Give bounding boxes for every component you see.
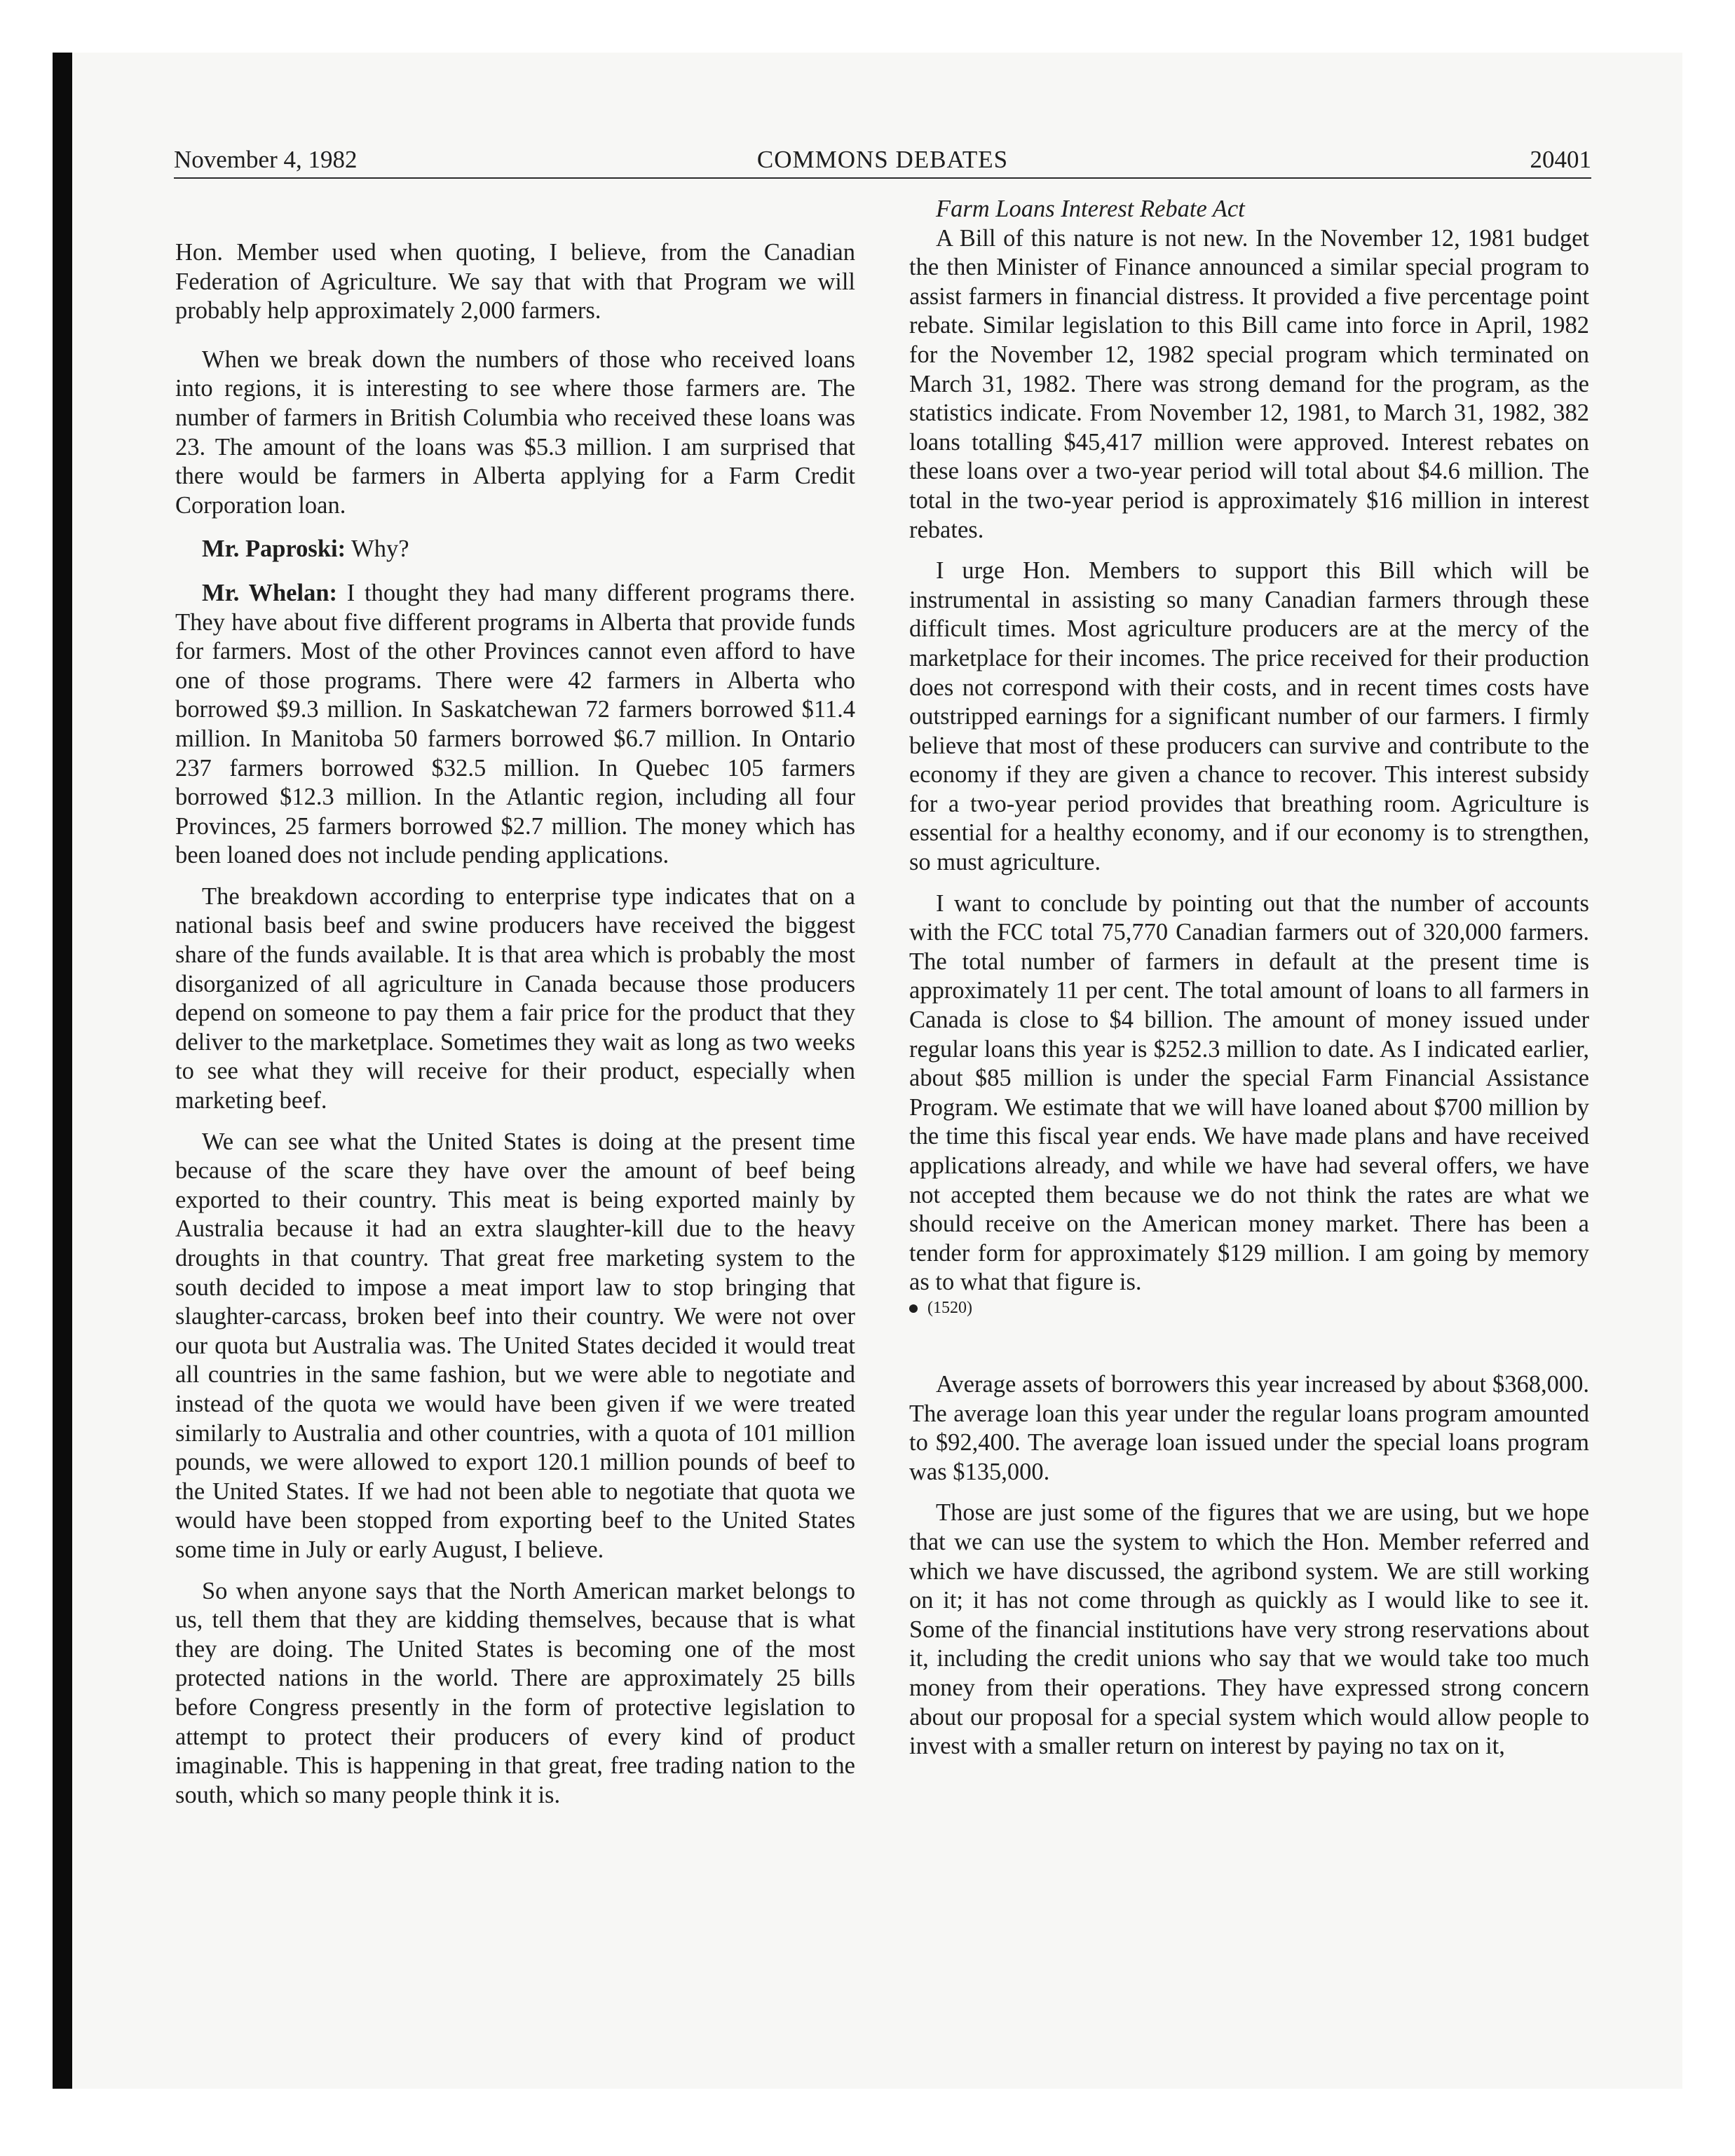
paragraph: So when anyone says that the North American market belongs to us, tell them that they are kidding themselves, because that is what they are doing. The United States is becoming one of the most protected nations in the world. There are approximately 25 bills before Congress presently in the form of protective legislation to attempt to protect their producers of every kind of product imaginable. This is happening in that great, free trading nation to the south, which so many people think it is. bbox=[175, 1577, 855, 1808]
bullet-icon bbox=[909, 1304, 918, 1313]
paragraph: I urge Hon. Members to support this Bill which will be instrumental in assisting so many Canadian farmers through these difficult times. Most agriculture producers are at the mercy of the marketplace for their incomes. The price received for their production does not correspond with their costs, and in recent times costs have outstripped earnings for a significant number of our farmers. I firmly believe that most of these producers can survive and contribute to the economy if they are given a chance to recover. This interest subsidy for a two-year period provides that breathing room. Agriculture is essential for a healthy economy, and if our economy is to strengthen, so must agriculture. bbox=[909, 557, 1589, 876]
paragraph: I want to conclude by pointing out that the number of accounts with the FCC total 75,770 Canadian farmers out of 320,000 farmers. The total number of farmers in default at the present time is approximately 11 per cent. The total amount of loans to all farmers in Canada is close to $4 billion. The amount of money issued under regular loans this year is $252.3 million to date. As I indicated earlier, about $85 million is under the special Farm Financial Assistance Program. We estimate that we will have loaned about $700 million by the time this fiscal year ends. We have made plans and have received applications already, and while we have had several offers, we have not accepted them because we do not think the rates are what we should receive on the American money market. There has been a tender form for approximately $129 million. I am going by memory as to what that figure is. bbox=[909, 889, 1589, 1296]
header-rule bbox=[174, 177, 1591, 179]
section-title: Farm Loans Interest Rebate Act bbox=[936, 196, 1245, 222]
header-page-number: 20401 bbox=[1530, 146, 1591, 173]
paragraph: A Bill of this nature is not new. In the November 12, 1981 budget the then Minister of Finance announced a similar special program to assist farmers in financial distress. It provided a five percentage point rebate. Similar legislation to this Bill came into force in April, 1982 for the November 12, 1982 special program which terminated on March 31, 1982. There was strong demand for the program, as the statistics indicate. From November 12, 1981, to March 31, 1982, 382 loans totalling $45,417 million were approved. Interest rebates on these loans over a two-year period will total about $4.6 million. The total in the two-year period is approximately $16 million in interest rebates. bbox=[909, 224, 1589, 543]
paragraph: Those are just some of the figures that we are using, but we hope that we can use the system to which the Hon. Member referred and which we have discussed, the agribond system. We are still working on it; it has not come through as quickly as I would like to see it. Some of the financial institutions have very strong reservations about it, including the credit unions who say that we would take too much money from their operations. They have expressed strong concern about our proposal for a special system which would allow people to invest with a smaller return on interest by paying no tax on it, bbox=[909, 1499, 1589, 1760]
timestamp bbox=[909, 1297, 1589, 1318]
right-column bbox=[909, 195, 1589, 1761]
speech-text: Why? bbox=[351, 535, 409, 563]
header-date: November 4, 1982 bbox=[174, 146, 358, 173]
paragraph: We can see what the United States is doing at the present time because of the scare they have over the amount of beef being exported to their country. This meat is being exported mainly by Australia because it had an extra slaughter-kill due to the heavy droughts in that country. That great free marketing system to the south decided to impose a meat import law to stop bringing that slaughter-carcass, broken beef into their country. We were not over our quota but Australia was. The United States decided it would treat all countries in the same fashion, but we were able to negotiate and instead of the quota we would have been given if we were treated similarly to Australia and other countries, with a quota of 101 million pounds, we were allowed to export 120.1 million pounds of beef to the United States. If we had not been able to negotiate that quota we would have been stopped from exporting beef to the United States some time in July or early August, I believe. bbox=[175, 1128, 855, 1563]
speech-text: I thought they had many different programs there. They have about five different programs in Alberta that provide funds for farmers. Most of the other Provinces cannot even afford to have one of those programs. There were 42 farmers in Alberta who borrowed $9.3 million. In Saskatchewan 72 farmers borrowed $11.4 million. In Manitoba 50 farmers borrowed $6.7 million. In Ontario 237 farmers borrowed $32.5 million. In Quebec 105 farmers borrowed $12.3 million. In the Atlantic region, including all four Provinces, 25 farmers borrowed $2.7 million. The money which has been loaned does not include pending applications. bbox=[175, 579, 855, 869]
page-header bbox=[174, 142, 1591, 178]
timestamp-text: (1520) bbox=[927, 1298, 972, 1317]
paragraph: Hon. Member used when quoting, I believe, from the Canadian Federation of Agriculture. We say that with that Program we will probably help approximately 2,000 farmers. bbox=[175, 239, 855, 325]
speaker-name: Mr. Paproski: bbox=[202, 535, 346, 563]
speaker-name: Mr. Whelan: bbox=[202, 579, 337, 606]
paragraph: The breakdown according to enterprise type indicates that on a national basis beef and swine producers have received the biggest share of the funds available. It is that area which is probably the most disorganized of all agriculture in Canada because those producers depend on someone to pay them a fair price for the product that they deliver to the marketplace. Sometimes they wait as long as two weeks to see what they will receive for their product, especially when marketing beef. bbox=[175, 882, 855, 1114]
paragraph: When we break down the numbers of those who received loans into regions, it is interesting to see where those farmers are. The number of farmers in British Columbia who received these loans was 23. The amount of the loans was $5.3 million. I am surprised that there would be farmers in Alberta applying for a Farm Credit Corporation loan. bbox=[175, 346, 855, 519]
header-title: COMMONS DEBATES bbox=[756, 146, 1009, 173]
left-column bbox=[175, 238, 855, 1810]
speech bbox=[175, 579, 855, 871]
paragraph: Average assets of borrowers this year increased by about $368,000. The average loan this year under the regular loans program amounted to $92,400. The average loan issued under the special loans program was $135,000. bbox=[909, 1370, 1589, 1485]
speech bbox=[175, 535, 855, 564]
scan-edge bbox=[53, 53, 72, 2089]
